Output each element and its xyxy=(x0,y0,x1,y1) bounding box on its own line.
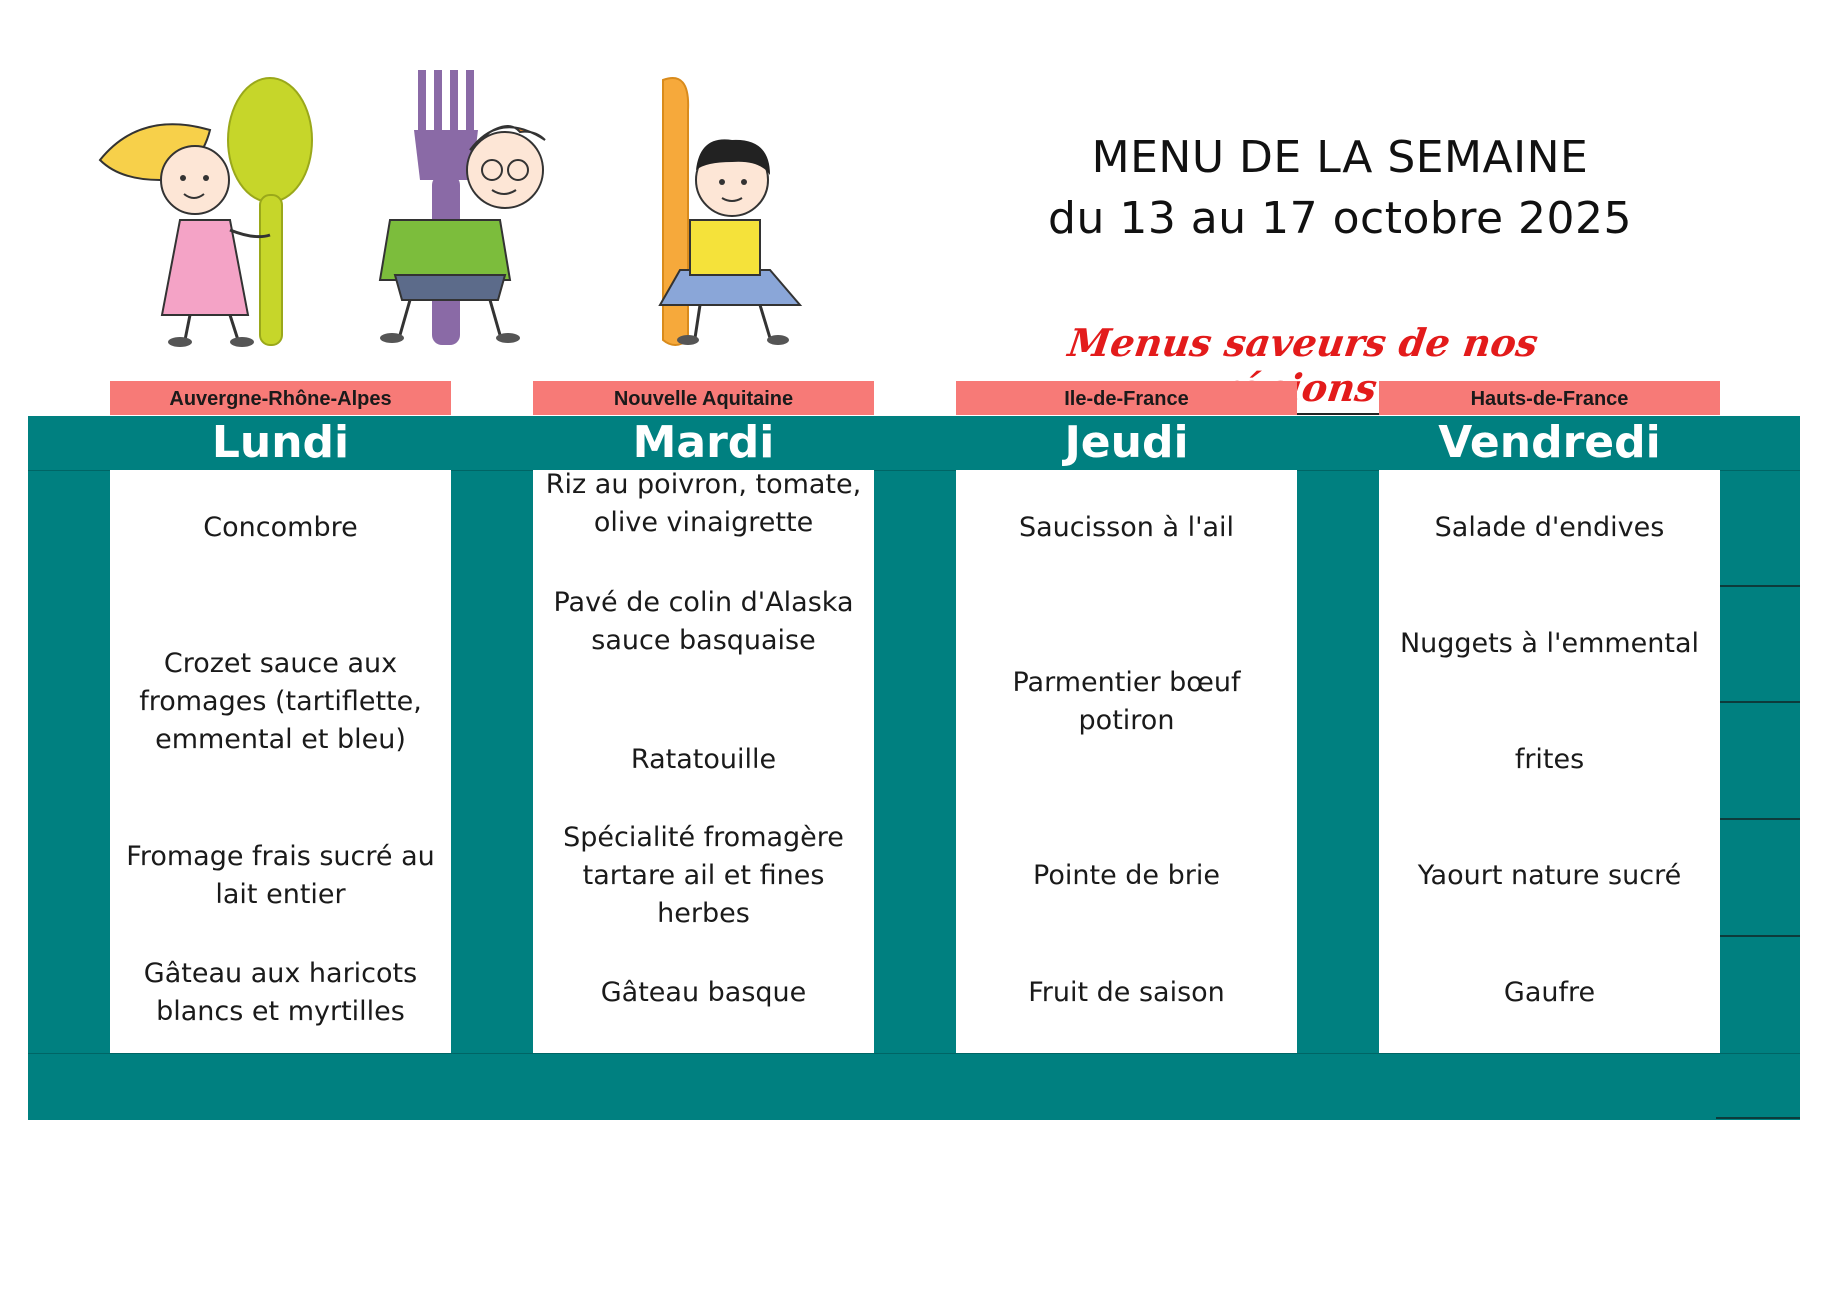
menu-item: Nuggets à l'emmental xyxy=(1399,628,1700,659)
menu-item: Gâteau basque xyxy=(600,977,807,1008)
menu-item: Yaourt nature sucré xyxy=(1417,860,1682,891)
menu-item: Ratatouille xyxy=(630,744,777,775)
menu-title xyxy=(980,128,1700,250)
header-illustration xyxy=(80,70,880,360)
menu-item: Pointe de brie xyxy=(1033,860,1220,891)
row-rule-right xyxy=(1716,701,1800,703)
menu-item: Concombre xyxy=(203,512,358,543)
menu-item: Saucisson à l'ail xyxy=(1018,512,1235,543)
menu-item: frites xyxy=(1514,744,1585,775)
region-tag-mardi: Nouvelle Aquitaine xyxy=(533,381,874,415)
menu-item: Crozet sauce aux fromages (tartiflette, emmental et bleu) xyxy=(139,648,422,755)
region-tag-lundi: Auvergne-Rhône-Alpes xyxy=(110,381,451,415)
menu-item: Gâteau aux haricots blancs et myrtilles xyxy=(143,958,418,1027)
day-column-mardi xyxy=(533,470,874,1053)
region-tag-jeudi: Ile-de-France xyxy=(956,381,1297,415)
menu-item: Pavé de colin d'Alaska sauce basquaise xyxy=(553,587,854,656)
day-column-lundi xyxy=(110,470,451,1053)
title-dates: du 13 au 17 octobre 2025 xyxy=(1048,193,1632,244)
bottom-rule-right xyxy=(1716,1117,1800,1119)
girl-with-spoon-icon xyxy=(100,78,312,347)
day-column-vendredi xyxy=(1379,470,1720,1053)
row-rule-right xyxy=(1716,585,1800,587)
subtitle: Menus saveurs de nos xyxy=(1065,320,1541,365)
title-line1: MENU DE LA SEMAINE xyxy=(1091,132,1589,183)
region-tag-vendredi: Hauts-de-France xyxy=(1379,381,1720,415)
menu-item: Parmentier bœuf potiron xyxy=(1012,667,1241,736)
row-rule-right xyxy=(1716,935,1800,937)
day-header-vendredi: Vendredi xyxy=(1438,417,1661,468)
day-header-lundi: Lundi xyxy=(211,417,350,468)
girl-with-knife-icon xyxy=(660,78,800,345)
day-header-mardi: Mardi xyxy=(632,417,775,468)
menu-item: Gaufre xyxy=(1503,977,1596,1008)
menu-item: Fruit de saison xyxy=(1028,977,1225,1008)
row-rule-right xyxy=(1716,818,1800,820)
menu-item: Riz au poivron, tomate, olive vinaigrette xyxy=(545,469,862,538)
day-header-jeudi: Jeudi xyxy=(1064,417,1189,468)
menu-item: Fromage frais sucré au lait entier xyxy=(126,841,435,910)
menu-item: Spécialité fromagère tartare ail et fines herbes xyxy=(563,822,844,929)
footer-separator xyxy=(28,1053,1800,1054)
menu-item: Salade d'endives xyxy=(1434,512,1665,543)
boy-with-fork-icon xyxy=(380,70,545,345)
region-gap-line xyxy=(1297,413,1379,415)
day-column-jeudi xyxy=(956,470,1297,1053)
